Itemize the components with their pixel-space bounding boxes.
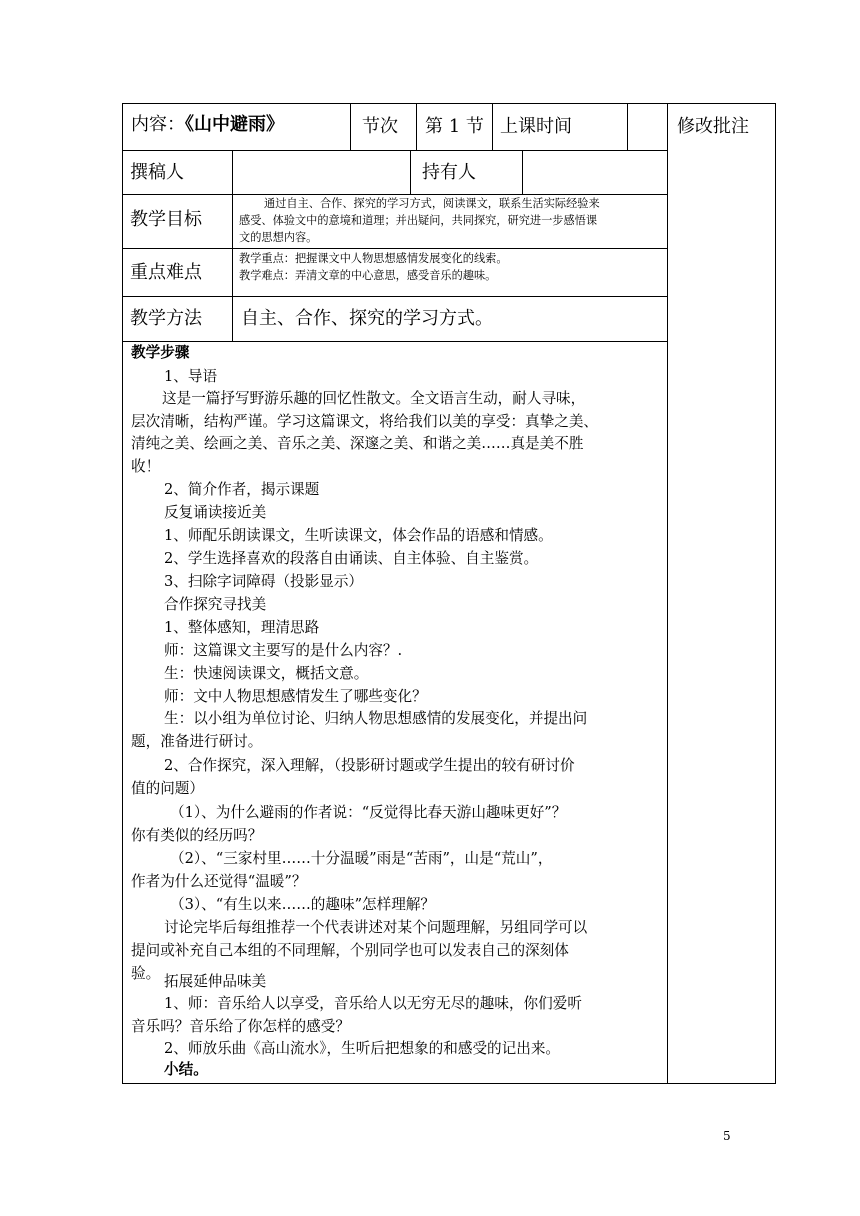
step-line: 题，准备进行研讨。 (131, 733, 263, 750)
table-border-top (122, 103, 775, 104)
col-divider (522, 150, 523, 195)
table-row-divider (122, 296, 667, 297)
step-line: 提问或补充自己本组的不同理解，个别同学也可以发表自己的深刻体 (131, 942, 569, 959)
teaching-method-value: 自主、合作、探究的学习方式。 (241, 308, 493, 329)
table-row-divider (122, 248, 667, 249)
content-label: 内容： (131, 114, 185, 135)
step-line: 你有类似的经历吗？ (131, 827, 263, 844)
step-line: 2、学生选择喜欢的段落自由诵读、自主体验、自主鉴赏。 (164, 550, 539, 567)
table-border-left (122, 103, 123, 1084)
step-line: 师：这篇课文主要写的是什么内容？. (164, 642, 403, 659)
holder-label: 持有人 (422, 162, 476, 183)
teaching-goal-line: 感受、体验文中的意境和道理；并出疑问，共同探究，研究进一步感悟课 (239, 214, 598, 227)
step-line: 生：以小组为单位讨论、归纳人物思想感情的发展变化，并提出问 (164, 710, 588, 727)
class-time-label: 上课时间 (500, 116, 572, 137)
step-line: 这是一篇抒写野游乐趣的回忆性散文。全文语言生动，耐人寻味， (162, 390, 586, 407)
col-divider (350, 103, 351, 151)
step-line: 作者为什么还觉得“温暖”？ (131, 873, 307, 890)
step-line: 1、导语 (164, 368, 218, 385)
col-divider (232, 296, 233, 342)
table-row-divider (122, 341, 667, 342)
teaching-goal-label: 教学目标 (130, 209, 202, 230)
lesson-title: 《山中避雨》 (185, 114, 284, 135)
col-divider (232, 150, 233, 297)
table-border-right (775, 103, 776, 1084)
step-line: 拓展延伸品味美 (164, 973, 267, 990)
step-line: 2、合作探究，深入理解，（投影研讨题或学生提出的较有研讨价 (164, 757, 575, 774)
step-line: 1、整体感知，理清思路 (164, 619, 320, 636)
step-line: 3、扫除字词障碍（投影显示） (164, 573, 364, 590)
key-points-label: 重点难点 (130, 262, 202, 283)
teaching-goal-line: 文的思想内容。 (239, 231, 318, 244)
teaching-method-label: 教学方法 (130, 308, 202, 329)
step-line: （2）、“三家村里……十分温暖”雨是“苦雨”，山是“荒山”， (170, 850, 553, 867)
step-line: （3）、“有生以来……的趣味”怎样理解？ (170, 896, 436, 913)
col-divider (492, 103, 493, 151)
step-line: 2、师放乐曲《高山流水》，生听后把想象的和感受的记出来。 (164, 1040, 561, 1057)
section-value: 第 1 节 (425, 116, 484, 137)
step-line: 1、师：音乐给人以享受，音乐给人以无穷无尽的趣味，你们爱听 (164, 995, 582, 1012)
col-divider (627, 103, 628, 151)
step-line: （1）、为什么避雨的作者说：“反觉得比春天游山趣味更好”？ (170, 804, 567, 821)
col-divider (410, 150, 411, 195)
col-divider (416, 103, 417, 151)
step-line: 值的问题） (131, 780, 204, 797)
step-line: 讨论完毕后每组推荐一个代表讲述对某个问题理解，另组同学可以 (164, 919, 588, 936)
step-line: 合作探究寻找美 (164, 596, 267, 613)
teaching-goal-line: 通过自主、合作、探究的学习方式，阅读课文，联系生活实际经验来 (264, 197, 600, 210)
review-notes-label: 修改批注 (677, 116, 749, 137)
review-column-border (667, 103, 668, 1084)
step-line: 收！ (131, 458, 161, 475)
table-row-divider (122, 150, 667, 151)
step-line: 2、简介作者，揭示课题 (164, 481, 320, 498)
summary-line: 小结。 (164, 1061, 208, 1078)
content-field (131, 116, 284, 134)
table-row-divider (122, 194, 667, 195)
author-label: 撰稿人 (130, 162, 184, 183)
key-points-line: 教学重点：把握课文中人物思想感情发展变化的线索。 (239, 252, 508, 265)
step-line: 层次清晰，结构严谨。学习这篇课文，将给我们以美的享受：真挚之美、 (131, 413, 599, 430)
step-line: 师：文中人物思想感情发生了哪些变化？ (164, 688, 427, 705)
step-line: 音乐吗？音乐给了你怎样的感受？ (131, 1018, 350, 1035)
step-line: 生：快速阅读课文，概括文意。 (164, 665, 369, 682)
step-line: 反复诵读接近美 (164, 504, 267, 521)
page-number: 5 (723, 1129, 731, 1143)
step-line: 清纯之美、绘画之美、音乐之美、深邃之美、和谐之美……真是美不胜 (131, 435, 584, 452)
key-points-line: 教学难点：弄清文章的中心意思，感受音乐的趣味。 (239, 269, 497, 282)
teaching-steps-title: 教学步骤 (131, 344, 190, 361)
section-label: 节次 (362, 116, 398, 137)
step-line: 验。 (131, 965, 161, 982)
step-line: 1、师配乐朗读课文，生听读课文，体会作品的语感和情感。 (164, 527, 553, 544)
table-border-bottom (122, 1083, 775, 1084)
